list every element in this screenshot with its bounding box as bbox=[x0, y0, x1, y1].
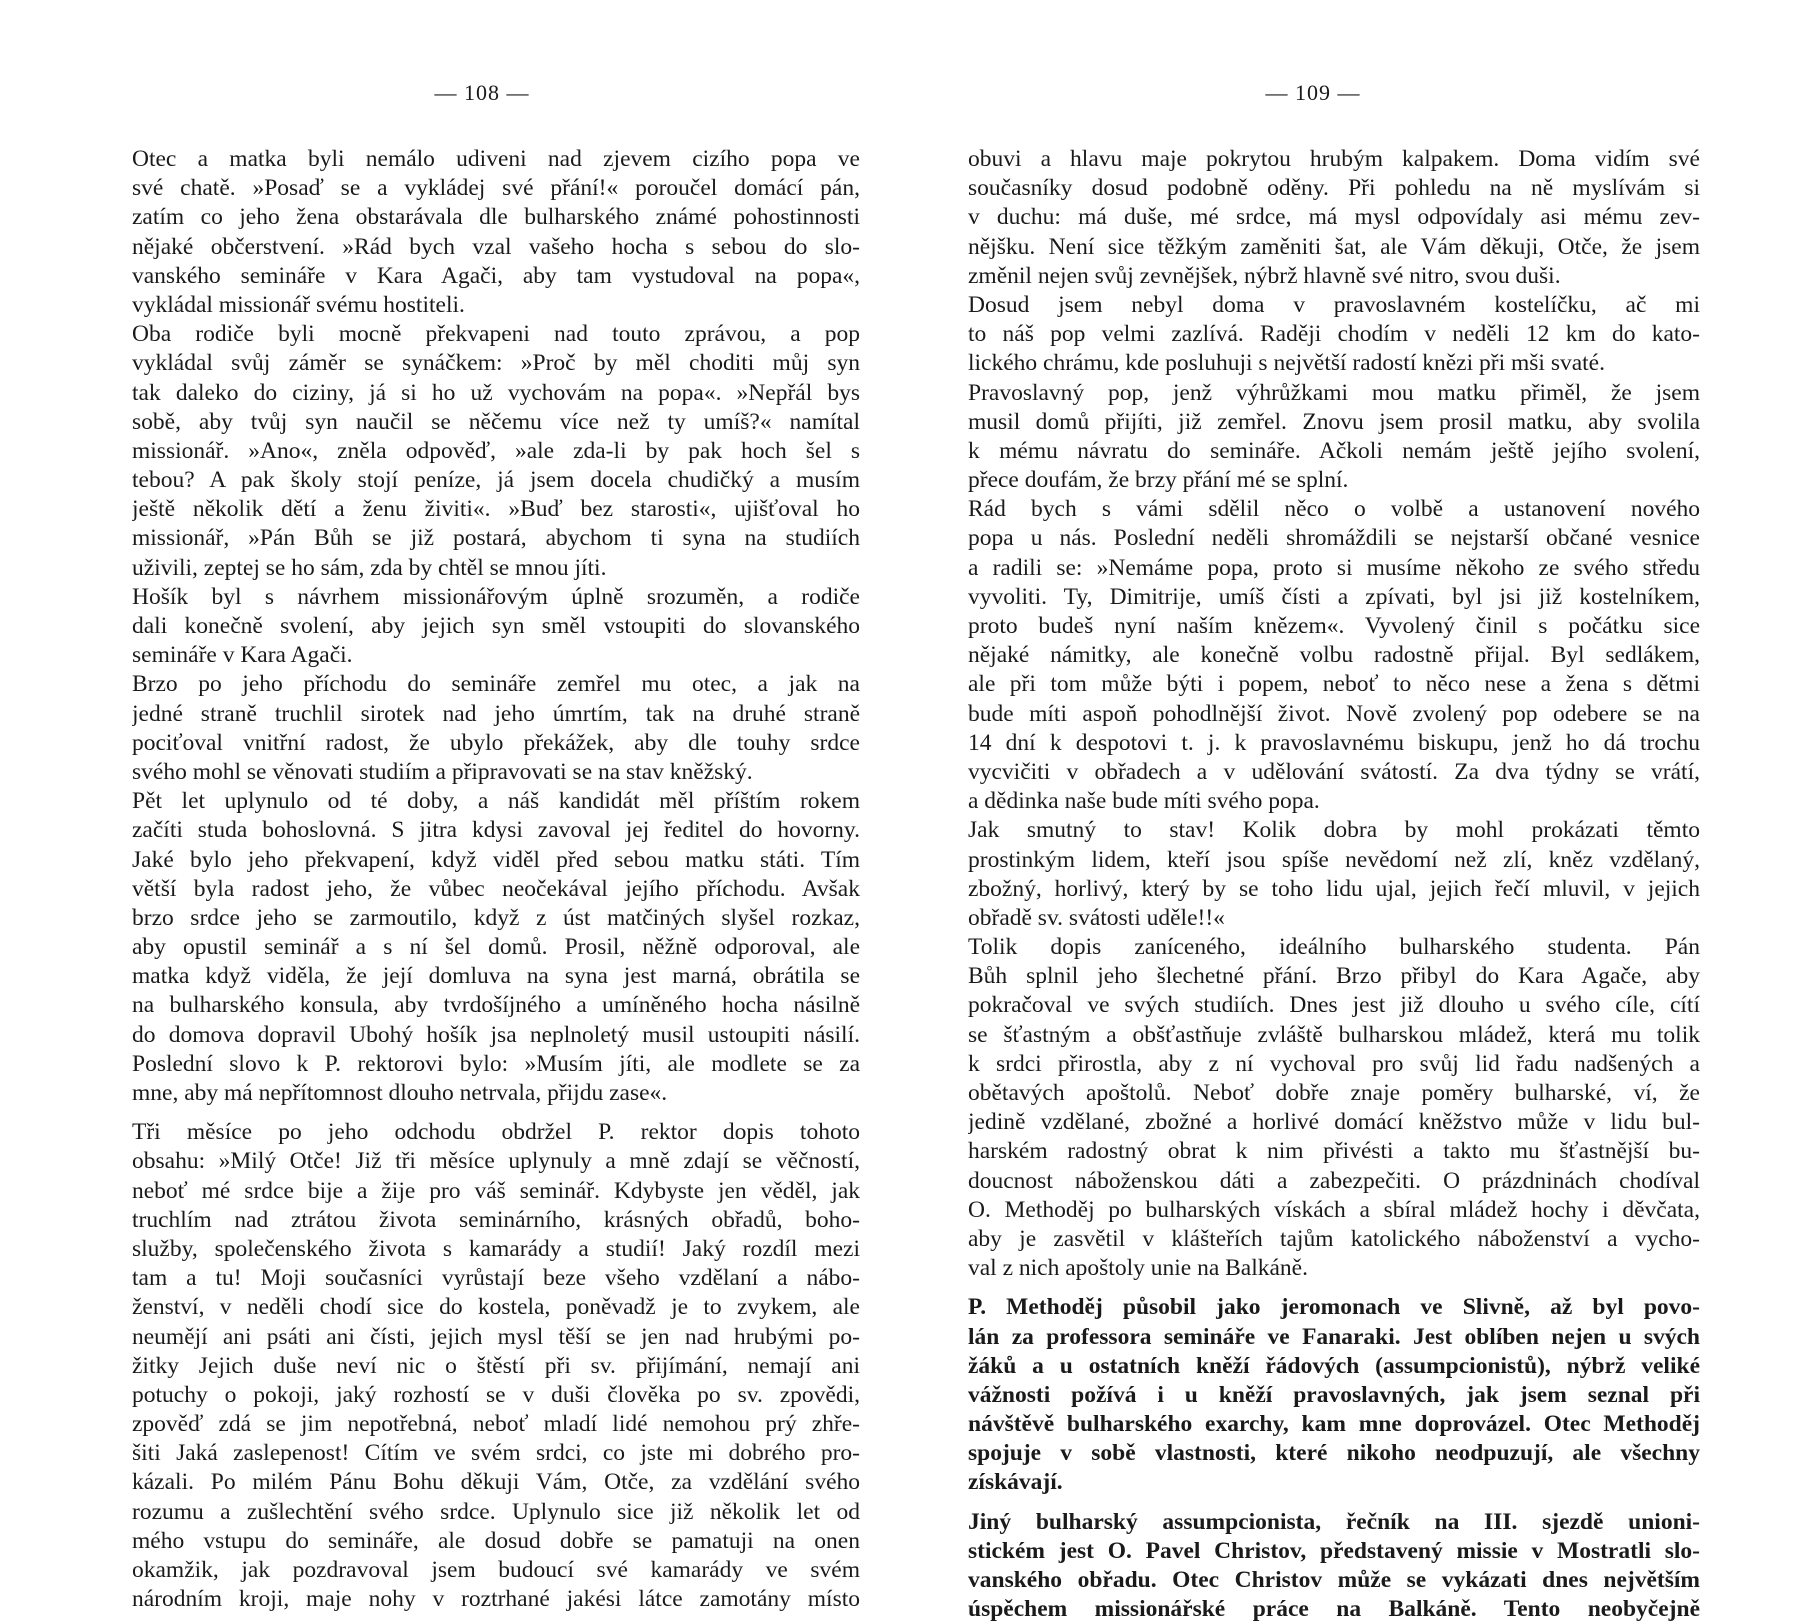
text-line: vycvičiti v obřadech a v udělování svátostí. Za dva týdny se vrátí, bbox=[968, 758, 1700, 785]
text-line: zatím co jeho žena obstarávala dle bulharského známé pohostinnosti bbox=[132, 204, 860, 231]
text-line: do domova dopravil Ubohý hošík jsa neplnoletý musil ustoupiti násilí. bbox=[132, 1021, 860, 1048]
text-line: stickém jest O. Pavel Christov, představený missie v Mostratli slo- bbox=[968, 1537, 1700, 1564]
text-line: obřadě sv. svátosti uděle!!« bbox=[968, 904, 1225, 931]
text-line: Tolik dopis zaníceného, ideálního bulharského studenta. Pán bbox=[968, 934, 1700, 961]
text-line: své chatě. »Posaď se a vykládej své přání!« poroučel domácí pán, bbox=[132, 175, 860, 202]
text-line: aby je zasvětil v klášteřích tajům katolického náboženství a vycho- bbox=[968, 1225, 1700, 1252]
text-line: začíti studa bohoslovná. S jitra kdysi zavoval jej ředitel do hovorny. bbox=[132, 817, 860, 844]
text-line: obětavých apoštolů. Neboť dobře znaje poměry bulharské, ví, že bbox=[968, 1080, 1700, 1106]
text-line: Pravoslavný pop, jenž výhrůžkami mou matku přiměl, že jsem bbox=[968, 379, 1700, 406]
text-line: rozumu a zušlechtění svého srdce. Uplynulo sice již několik let od bbox=[132, 1498, 860, 1525]
text-line: pociťoval vnitřní radost, že ubylo překážek, aby dle touhy srdce bbox=[132, 729, 860, 756]
text-line: to náš pop velmi zazlívá. Raději chodím v neděli 12 km do kato- bbox=[968, 321, 1700, 348]
text-line: dali konečně svolení, aby jejich syn směl vstoupiti do slovanského bbox=[132, 613, 860, 639]
text-line: musil domů přijíti, již zemřel. Znovu jsem prosil matku, aby svolila bbox=[968, 408, 1700, 435]
text-line: val z nich apoštoly unie na Balkáně. bbox=[968, 1255, 1308, 1282]
page-text bbox=[132, 145, 860, 1614]
text-line: změnil nejen svůj zevnějšek, nýbrž hlavně své nitro, svou duši. bbox=[968, 262, 1561, 289]
text-line: truchlím nad ztrátou života seminárního, krásných obřadů, boho- bbox=[132, 1206, 860, 1233]
text-line: vyvoliti. Ty, Dimitrije, umíš čísti a zpívati, byl jsi již kostelníkem, bbox=[968, 583, 1700, 610]
text-line: k mému návratu do semináře. Ačkoli nemám ještě jejího svolení, bbox=[968, 437, 1700, 464]
text-line: současníky dosud podobně oděny. Při pohledu na ně myslívám si bbox=[968, 175, 1700, 202]
text-line: sobě, aby tvůj syn naučil se něčemu více než ty umíš?« namítal bbox=[132, 408, 860, 435]
text-line: vanského semináře v Kara Agači, aby tam vystudoval na popa«, bbox=[132, 262, 860, 289]
text-line: a dědinka naše bude míti svého popa. bbox=[968, 788, 1320, 815]
text-line: lického chrámu, kde posluhuji s největší radostí knězi při mši svaté. bbox=[968, 350, 1605, 377]
text-line: neumějí ani psáti ani čísti, jejich mysl těší se jen nad hrubými po- bbox=[132, 1323, 860, 1350]
text-line: brzo srdce jeho se zarmoutilo, když z úst matčiných slyšel rozkaz, bbox=[132, 904, 860, 931]
text-line: přece doufám, že brzy přání mé se splní. bbox=[968, 467, 1349, 494]
text-line: žáků a u ostatních kněží řádových (assumpcionistů), nýbrž veliké bbox=[968, 1352, 1700, 1379]
text-line: nějaké občerstvení. »Rád bych vzal vašeho hocha s sebou do slo- bbox=[132, 233, 860, 260]
text-line: 14 dní k despotovi t. j. k pravoslavnému biskupu, jenž ho dá trochu bbox=[968, 729, 1700, 756]
text-line: žitky Jejich duše neví nic o štěstí při sv. přijímání, nemají ani bbox=[132, 1352, 860, 1379]
text-line: Jiný bulharský assumpcionista, řečník na III. sjezdě unioni- bbox=[968, 1508, 1700, 1535]
text-line: uživili, zeptej se ho sám, zda by chtěl se mnou jíti. bbox=[132, 554, 607, 581]
text-line: missionář. »Ano«, zněla odpověď, »ale zda-li by pak hoch šel s bbox=[132, 437, 860, 464]
text-line: zbožný, horlivý, který by se toho lidu ujal, jejich řečí mluvil, v jejich bbox=[968, 875, 1700, 902]
text-line: Rád bych s vámi sdělil něco o volbě a ustanovení nového bbox=[968, 496, 1700, 523]
text-line: doucnost náboženskou dáti a zabezpečiti. O prázdninách chodíval bbox=[968, 1167, 1700, 1194]
text-line: vanského obřadu. Otec Christov může se vykázati dnes největším bbox=[968, 1567, 1700, 1593]
text-line: Oba rodiče byli mocně překvapeni nad touto zprávou, a pop bbox=[132, 321, 860, 348]
text-line: v duchu: má duše, mé srdce, má mysl odpovídaly asi mému zev- bbox=[968, 204, 1700, 231]
text-line: okamžik, jak pozdravoval jsem budoucí své kamarády ve svém bbox=[132, 1557, 860, 1583]
text-line: obuvi a hlavu maje pokrytou hrubým kalpakem. Doma vidím své bbox=[968, 146, 1700, 172]
text-line: šiti Jaká zaslepenost! Cítím ve svém srdci, co jste mi dobrého pro- bbox=[132, 1440, 860, 1467]
text-line: obsahu: »Milý Otče! Již tři měsíce uplynuly a mně zdají se věčností, bbox=[132, 1148, 860, 1175]
text-line: Tři měsíce po jeho odchodu obdržel P. rektor dopis tohoto bbox=[132, 1119, 860, 1146]
text-line: vážnosti požívá i u kněží pravoslavných, jak jsem seznal při bbox=[968, 1381, 1700, 1408]
text-line: prostinkým lidem, kteří jsou spíše nevědomí než zlí, kněz vzdělaný, bbox=[968, 846, 1700, 873]
text-line: k srdci přirostla, aby z ní vychoval pro svůj lid řadu nadšených a bbox=[968, 1050, 1700, 1077]
text-line: nějšku. Není sice těžkým zaměniti šat, ale Vám děkuji, Otče, že jsem bbox=[968, 233, 1700, 260]
text-line: na bulharského konsula, aby tvrdošíjného a umíněného hocha násilně bbox=[132, 992, 860, 1019]
text-line: se šťastným a obšťastňuje zvláště bulharskou mládež, která mu tolik bbox=[968, 1021, 1700, 1048]
text-line: Otec a matka byli nemálo udiveni nad zjevem cizího popa ve bbox=[132, 146, 860, 172]
text-line: aby opustil seminář a s ní šel domů. Prosil, něžně odporoval, ale bbox=[132, 934, 860, 961]
page-number: — 108 — bbox=[434, 80, 530, 105]
text-line: Hošík byl s návrhem missionářovým úplně srozuměn, a rodiče bbox=[132, 583, 860, 610]
text-line: služby, společenského života s kamarády a studií! Jaký rozdíl mezi bbox=[132, 1235, 860, 1262]
text-line: a radili se: »Nemáme popa, proto si musíme někoho ze svého středu bbox=[968, 554, 1700, 581]
text-line: tebou? A pak školy stojí peníze, já jsem docela chudičký a musím bbox=[132, 467, 860, 494]
text-line: národním kroji, maje nohy v roztrhané jakési látce zamotány místo bbox=[132, 1586, 860, 1613]
page-text bbox=[968, 145, 1700, 1624]
text-line: spojuje v sobě vlastnosti, které nikoho neodpuzují, ale všechny bbox=[968, 1440, 1700, 1467]
text-line: pokračoval ve svých studiích. Dnes jest již dlouho u svého cíle, cítí bbox=[968, 992, 1700, 1019]
text-line: mého vstupu do semináře, ale dosud dobře se pamatuji na onen bbox=[132, 1527, 860, 1554]
text-line: Poslední slovo k P. rektorovi bylo: »Musím jíti, ale modlete se za bbox=[132, 1050, 860, 1077]
text-line: lán za professora semináře ve Fanaraki. Jest oblíben nejen u svých bbox=[968, 1323, 1700, 1350]
text-line: Dosud jsem nebyl doma v pravoslavném kostelíčku, ač mi bbox=[968, 291, 1700, 318]
text-line: tam a tu! Moji současníci vyrůstají beze všeho vzdělaní a nábo- bbox=[132, 1265, 860, 1292]
text-line: popa u nás. Poslední neděli shromáždili se nejstarší občané vesnice bbox=[968, 525, 1700, 552]
text-line: vykládal missionář svému hostiteli. bbox=[132, 291, 465, 318]
text-line: tak daleko do ciziny, já si ho už vychovám na popa«. »Nepřál bys bbox=[132, 379, 860, 406]
page-number: — 109 — bbox=[1265, 80, 1361, 105]
text-line: získávají. bbox=[968, 1469, 1063, 1496]
text-line: zpověď zdá se jim nepotřebná, neboť mladí lidé nemohou prý zhře- bbox=[132, 1411, 860, 1438]
text-line: jedině vzdělané, zbožné a horlivé domácí kněžstvo může v lidu bul- bbox=[968, 1109, 1700, 1136]
text-line: vykládal svůj záměr se synáčkem: »Proč by měl choditi můj syn bbox=[132, 350, 860, 377]
text-line: proto budeš nyní naším knězem«. Vyvolený činil s počátku sice bbox=[968, 613, 1700, 639]
text-line: jedné straně truchlil sirotek nad jeho úmrtím, tak na druhé straně bbox=[132, 700, 860, 727]
text-line: úspěchem missionářské práce na Balkáně. Tento neobyčejně bbox=[968, 1596, 1700, 1623]
text-line: Jak smutný to stav! Kolik dobra by mohl prokázati těmto bbox=[968, 817, 1700, 844]
text-line: potuchy o pokoji, jaký rozhostí se v duši člověka po sv. zpovědi, bbox=[132, 1381, 860, 1408]
text-line: Bůh splnil jeho šlechetné přání. Brzo přibyl do Kara Agače, aby bbox=[968, 963, 1700, 990]
text-line: mne, aby má nepřítomnost dlouho netrvala, přijdu zase«. bbox=[132, 1080, 668, 1106]
text-line: harském radostný obrat k nim přivésti a takto mu šťastnější bu- bbox=[968, 1138, 1700, 1165]
text-line: Jaké bylo jeho překvapení, když viděl před sebou matku státi. Tím bbox=[132, 846, 860, 873]
text-line: ženství, v neděli chodí sice do kostela, poněvadž je to zvykem, ale bbox=[132, 1294, 860, 1321]
text-line: O. Methoděj po bulharských vískách a sbíral mládež hochy i děvčata, bbox=[968, 1196, 1700, 1223]
text-line: P. Methoděj působil jako jeromonach ve Slivně, až byl povo- bbox=[968, 1294, 1700, 1321]
text-line: kázali. Po milém Pánu Bohu děkuji Vám, Otče, za vzdělání svého bbox=[132, 1469, 860, 1496]
text-line: ale při tom může býti i popem, neboť to něco nese a žena s dětmi bbox=[968, 671, 1700, 698]
text-line: ještě několik dětí a ženu živiti«. »Buď bez starosti«, ujišťoval ho bbox=[132, 496, 860, 523]
text-line: Brzo po jeho příchodu do semináře zemřel mu otec, a jak na bbox=[132, 671, 860, 698]
text-line: bude míti aspoň pohodlnější život. Nově zvolený pop odebere se na bbox=[968, 700, 1700, 727]
text-line: větší byla radost jeho, že vůbec neočekával jejího příchodu. Avšak bbox=[132, 875, 860, 902]
text-line: neboť mé srdce bije a žije pro váš seminář. Kdybyste jen věděl, jak bbox=[132, 1177, 860, 1204]
text-line: matka když viděla, že její domluva na syna jest marná, obrátila se bbox=[132, 963, 860, 990]
text-line: semináře v Kara Agači. bbox=[132, 642, 353, 669]
text-line: návštěvě bulharského exarchy, kam mne doprovázel. Otec Methoděj bbox=[968, 1411, 1700, 1438]
text-line: Pět let uplynulo od té doby, a náš kandidát měl příštím rokem bbox=[132, 788, 860, 815]
text-line: missionář, »Pán Bůh se již postará, abychom ti syna na studiích bbox=[132, 525, 860, 552]
text-line: svého mohl se věnovati studiím a připravovati se na stav kněžský. bbox=[132, 758, 753, 785]
text-line: nějaké námitky, ale konečně volbu radostně přijal. Byl sedlákem, bbox=[968, 642, 1700, 669]
